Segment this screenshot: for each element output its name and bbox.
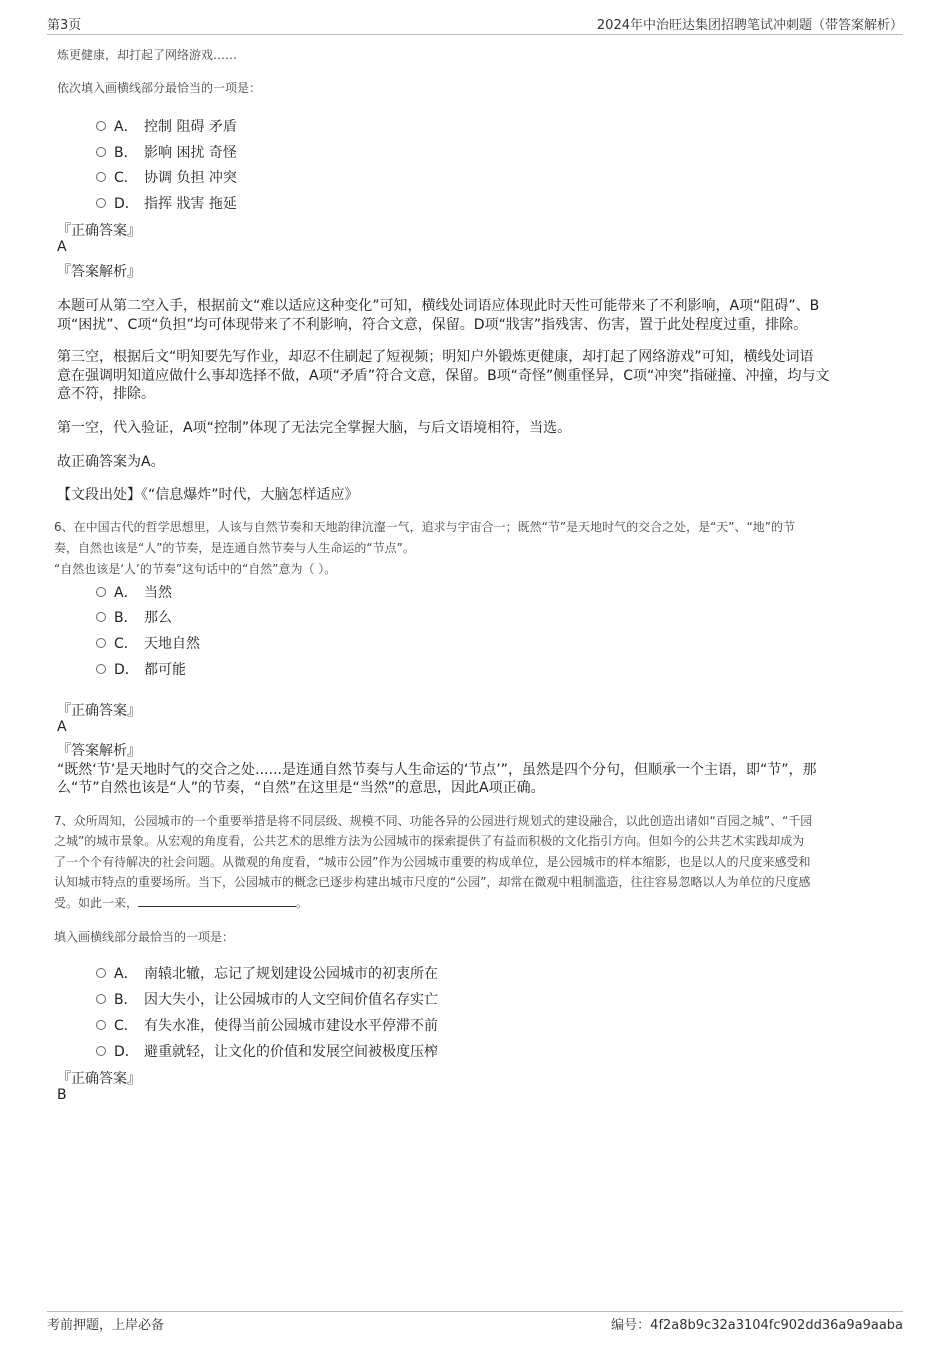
q5-analysis-line: 意在强调明知道应做什么事却选择不做，A项“矛盾”符合文意，保留。B项“奇怪”侧重怪异，C项“冲突”指碰撞、冲撞，均与文: [57, 368, 830, 384]
q5-analysis-line: 故正确答案为A。: [57, 454, 165, 470]
q6-analysis-line: 么“节”自然也该是“人”的节奏，“自然”在这里是“当然”的意思，因此A项正确。: [57, 780, 545, 796]
radio-icon[interactable]: [96, 612, 106, 622]
q6-option-d[interactable]: D． 都可能: [96, 659, 186, 679]
q6-option-c[interactable]: C． 天地自然: [96, 633, 200, 653]
q5-analysis-line: 第三空，根据后文“明知要先写作业，却忍不住刷起了短视频；明知户外锻炼更健康，却打起了网络游戏”可知，横线处词语: [57, 349, 814, 365]
q5-source: 【文段出处】《“信息爆炸”时代，大脑怎样适应》: [57, 487, 359, 503]
radio-icon[interactable]: [96, 638, 106, 648]
q6-option-a[interactable]: A． 当然: [96, 582, 172, 602]
q5-option-b[interactable]: B． 影响 困扰 奇怪: [96, 142, 237, 162]
fill-in-blank: [138, 894, 296, 907]
q6-analysis-label: 『答案解析』: [57, 743, 141, 759]
q5-answer-label: 『正确答案』: [57, 223, 141, 239]
q6-stem-line: 6、在中国古代的哲学思想里，人该与自然节奏和天地韵律沆瀣一气，追求与宇宙合一；既然“节”是天地时气的交合之处，是“天”、“地”的节: [54, 520, 795, 534]
radio-icon[interactable]: [96, 147, 106, 157]
q7-option-b[interactable]: B． 因大失小，让公园城市的人文空间价值名存实亡: [96, 989, 438, 1009]
radio-icon[interactable]: [96, 1020, 106, 1030]
q5-analysis-line: 第一空，代入验证，A项“控制”体现了无法完全掌握大脑，与后文语境相符，当选。: [57, 420, 572, 436]
page-header: [47, 14, 903, 35]
q5-option-d[interactable]: D． 指挥 戕害 拖延: [96, 193, 237, 213]
q6-option-b[interactable]: B． 那么: [96, 607, 172, 627]
radio-icon[interactable]: [96, 198, 106, 208]
q7-stem-line: 认知城市特点的重要场所。当下，公园城市的概念已逐步构建出城市尺度的“公园”，却常在微观中粗制滥造，往往容易忽略以人为单位的尺度感: [54, 875, 811, 889]
q7-answer: B: [57, 1087, 67, 1103]
radio-icon[interactable]: [96, 994, 106, 1004]
q5-passage-tail: 炼更健康，却打起了网络游戏……: [57, 48, 238, 62]
q6-stem-line: “自然也该是‘人’的节奏”这句话中的“自然”意为（ ）。: [54, 562, 337, 576]
q5-analysis-label: 『答案解析』: [57, 264, 141, 280]
q5-analysis-line: 本题可从第二空入手，根据前文“难以适应这种变化”可知，横线处词语应体现此时天性可能带来了不利影响，A项“阻碍”、B: [57, 298, 820, 314]
q7-prompt: 填入画横线部分最恰当的一项是：: [54, 930, 235, 944]
radio-icon[interactable]: [96, 587, 106, 597]
q5-answer: A: [57, 239, 67, 255]
radio-icon[interactable]: [96, 664, 106, 674]
footer-slogan: 考前押题，上岸必备: [47, 1318, 165, 1333]
radio-icon[interactable]: [96, 1046, 106, 1056]
radio-icon[interactable]: [96, 121, 106, 131]
page-number: 第3页: [47, 18, 82, 33]
radio-icon[interactable]: [96, 968, 106, 978]
q7-stem-line: 了一个个有待解决的社会问题。从微观的角度看，“城市公园”作为公园城市重要的构成单位，是公园城市的样本缩影，也是以人的尺度来感受和: [54, 855, 811, 869]
q6-answer-label: 『正确答案』: [57, 703, 141, 719]
q5-option-a[interactable]: A． 控制 阻碍 矛盾: [96, 116, 237, 136]
q5-analysis-line: 项“困扰”、C项“负担”均可体现带来了不利影响，符合文意，保留。D项“戕害”指残害、伤害，置于此处程度过重，排除。: [57, 317, 808, 333]
q5-option-c[interactable]: C． 协调 负担 冲突: [96, 167, 237, 187]
q7-stem-line: 7、众所周知，公园城市的一个重要举措是将不同层级、规模不同、功能各异的公园进行规划式的建设融合，以此创造出诸如“百园之城”、“千园: [54, 814, 813, 828]
q7-stem-line-last: 受。如此一来， 。: [54, 896, 309, 910]
q7-option-c[interactable]: C． 有失水准，使得当前公园城市建设水平停滞不前: [96, 1015, 438, 1035]
q6-analysis-line: “既然‘节’是天地时气的交合之处......是连通自然节奏与人生命运的‘节点’”，虽然是四个分句，但顺承一个主语，即“节”，那: [57, 762, 817, 778]
q5-prompt: 依次填入画横线部分最恰当的一项是：: [57, 81, 262, 95]
q7-stem-line: 之城”的城市景象。从宏观的角度看，公共艺术的思维方法为公园城市的探索提供了有益而积极的文化指引方向。但如今的公共艺术实践却成为: [54, 834, 805, 848]
q7-answer-label: 『正确答案』: [57, 1071, 141, 1087]
radio-icon[interactable]: [96, 172, 106, 182]
q6-answer: A: [57, 719, 67, 735]
q7-option-a[interactable]: A． 南辕北辙，忘记了规划建设公园城市的初衷所在: [96, 963, 438, 983]
q7-option-d[interactable]: D． 避重就轻，让文化的价值和发展空间被极度压榨: [96, 1041, 438, 1061]
q5-analysis-line: 意不符，排除。: [57, 386, 155, 402]
document-title: 2024年中治旺达集团招聘笔试冲刺题（带答案解析）: [596, 18, 903, 33]
page-footer: [47, 1311, 903, 1336]
q6-stem-line: 奏，自然也该是“人”的节奏，是连通自然节奏与人生命运的“节点”。: [54, 541, 415, 555]
document-code: 编号：4f2a8b9c32a3104fc902dd36a9a9aaba: [611, 1318, 903, 1333]
